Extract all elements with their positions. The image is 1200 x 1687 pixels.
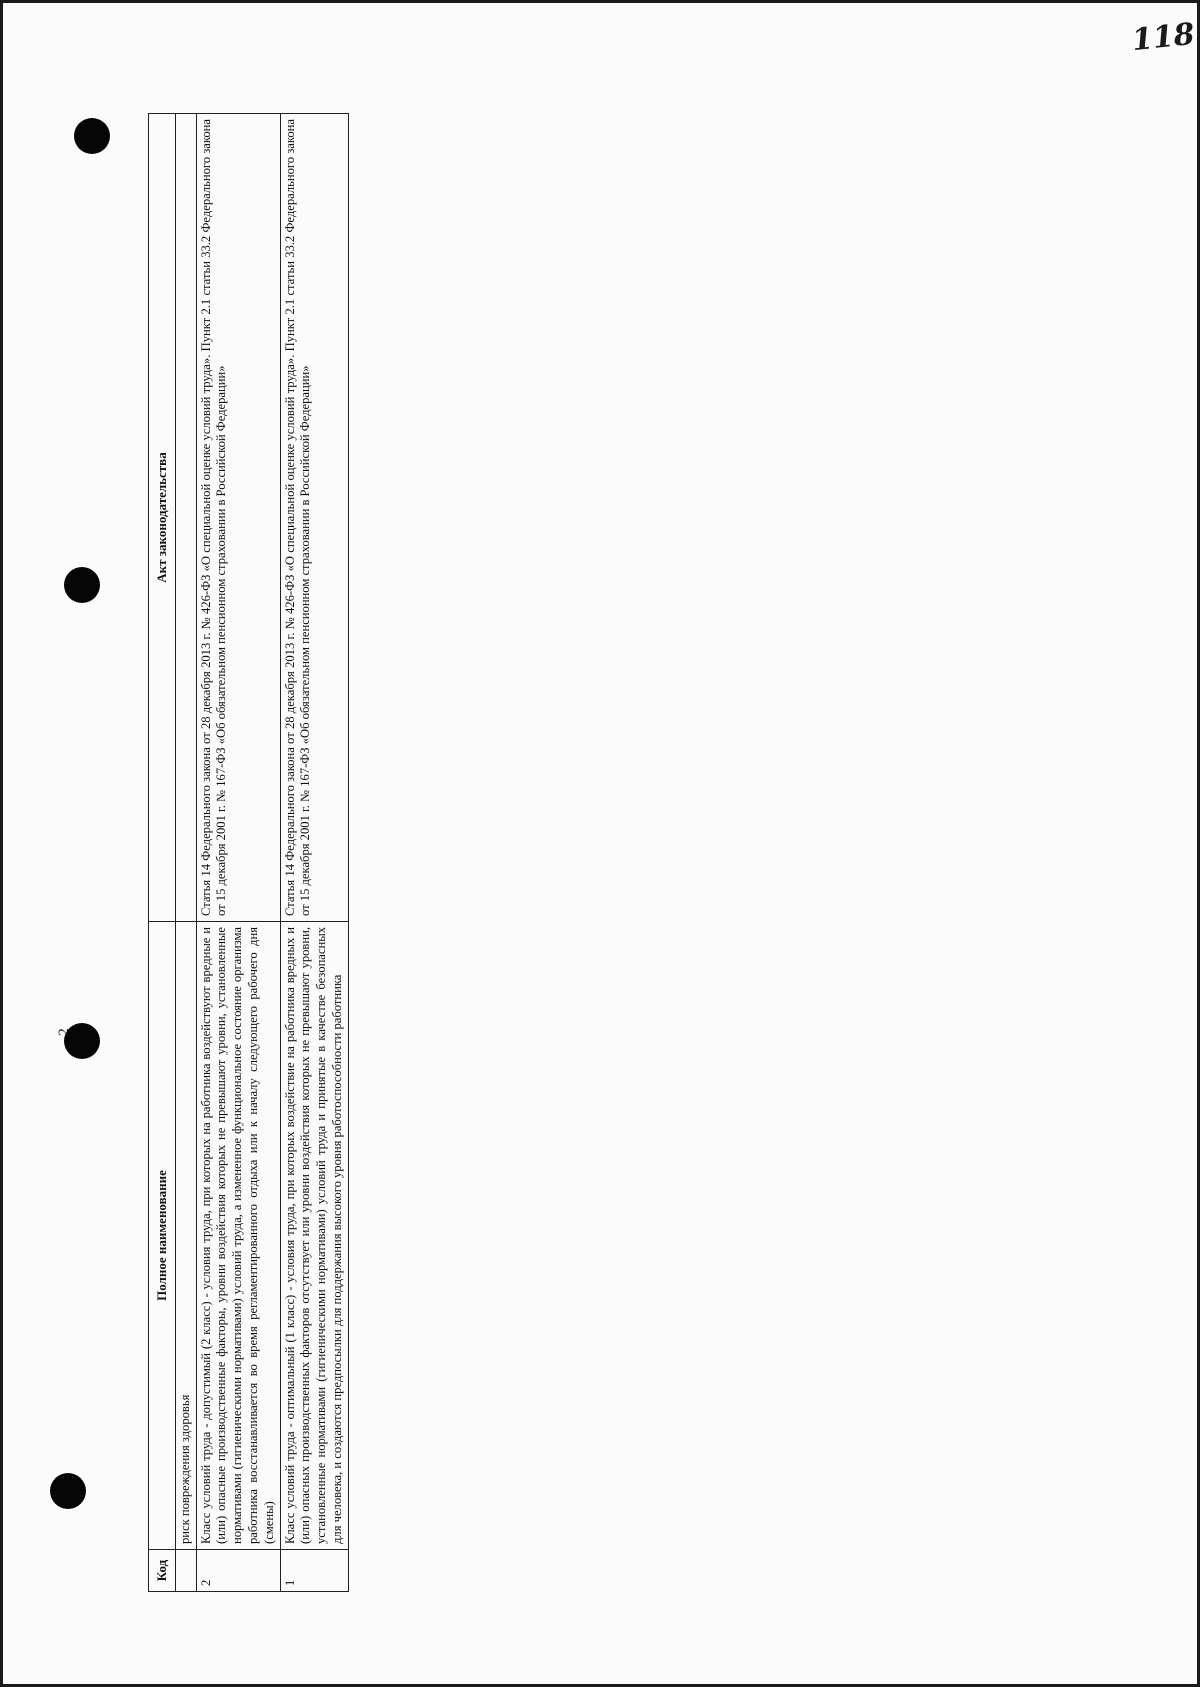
table-header-row: [149, 114, 176, 1592]
header-act: Акт законодательства: [149, 114, 176, 922]
table-row: [196, 114, 280, 1592]
header-code: Код: [149, 1550, 176, 1592]
punch-hole: [74, 118, 110, 154]
code-cell: 2: [196, 1550, 280, 1592]
punch-hole: [50, 1473, 86, 1509]
rotated-table-container: [56, 114, 384, 1592]
full-name-cell: Класс условий труда - допустимый (2 класс) - условия труда, при которых на работника воздействуют вредные и (или) опасные производственные факторы, уровни воздействия которых не превышают уровни, установленные нормативами (гигиеническими нормативами) условий труда, а измененное функциональное состояние организма работника восстанавливается во время регламентированного отдыха или к началу следующего рабочего дня (смены): [196, 922, 280, 1550]
handwritten-page-number: 118: [1130, 16, 1197, 59]
table-row-continuation: [175, 114, 196, 1592]
full-name-cell: риск повреждения здоровья: [175, 922, 196, 1550]
header-full-name: Полное наименование: [149, 922, 176, 1550]
table-row: [280, 114, 348, 1592]
code-cell: 1: [280, 1550, 348, 1592]
punch-hole: [64, 567, 100, 603]
code-cell: [175, 1550, 196, 1592]
act-cell: Статья 14 Федерального закона от 28 декабря 2013 г. № 426-ФЗ «О специальной оценке условий труда». Пункт 2.1 статьи 33.2 Федерального закона от 15 декабря 2001 г. № 167-ФЗ «Об обязательном пенсионном страховании в Российской Федерации»: [196, 114, 280, 922]
act-cell: [175, 114, 196, 922]
act-cell: Статья 14 Федерального закона от 28 декабря 2013 г. № 426-ФЗ «О специальной оценке условий труда». Пункт 2.1 статьи 33.2 Федерального закона от 15 декабря 2001 г. № 167-ФЗ «Об обязательном пенсионном страховании в Российской Федерации»: [280, 114, 348, 922]
legislation-table: [148, 113, 349, 1592]
page-number: 2: [56, 1028, 72, 1036]
full-name-cell: Класс условий труда - оптимальный (1 класс) - условия труда, при которых воздействие на работника вредных и (или) опасных производственных факторов отсутствует или уровни воздействия которых не превышают уровни, установленные нормативами (гигиеническими нормативами) условий труда и принятые в качестве безопасных для человека, и создаются предпосылки для поддержания высокого уровня работоспособности работника: [280, 922, 348, 1550]
